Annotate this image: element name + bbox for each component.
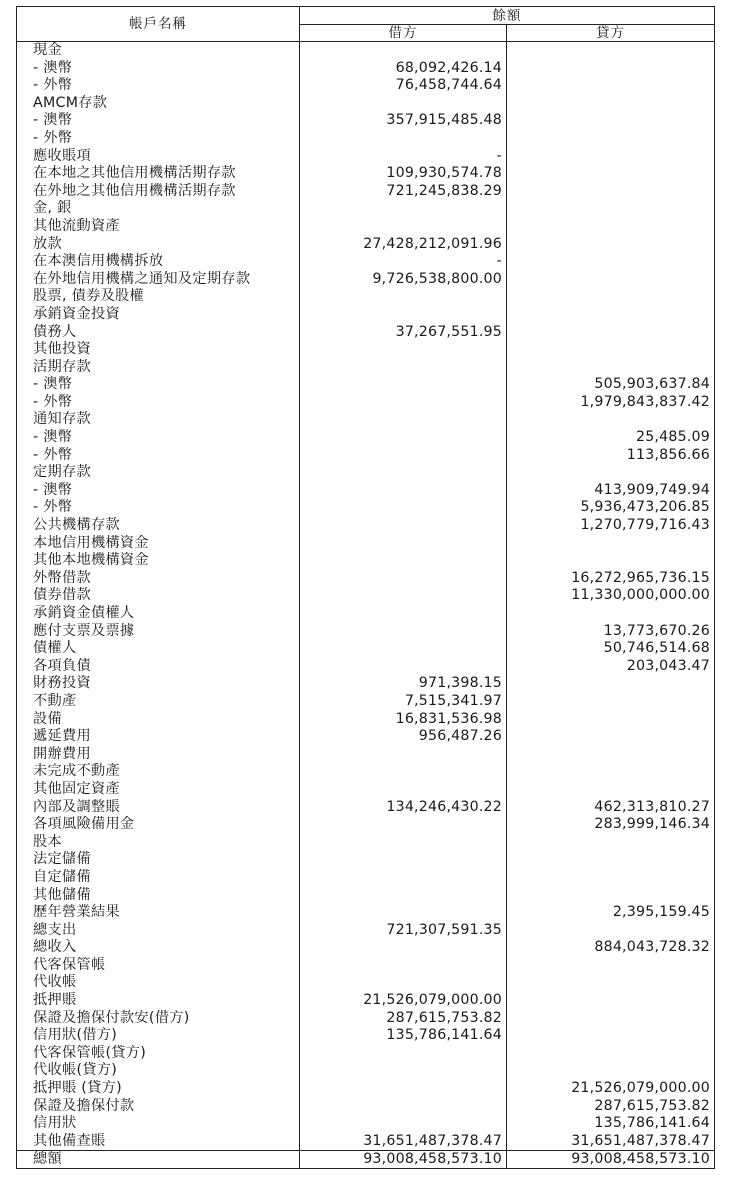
credit-cell: [507, 77, 715, 95]
account-name-cell: - 澳幣: [17, 482, 300, 500]
debit-cell: [300, 42, 507, 60]
debit-cell: [300, 429, 507, 447]
account-name-cell: 承銷資金投資: [17, 306, 300, 324]
account-name-cell: 歷年營業結果: [17, 904, 300, 922]
table-row: [17, 42, 715, 60]
debit-cell: 16,831,536.98: [300, 711, 507, 729]
table-row: [17, 746, 715, 764]
debit-cell: [300, 376, 507, 394]
table-row: [17, 359, 715, 377]
account-name-cell: 其他本地機構資金: [17, 552, 300, 570]
table-row: [17, 464, 715, 482]
credit-cell: 413,909,749.94: [507, 482, 715, 500]
credit-cell: 203,043.47: [507, 658, 715, 676]
credit-cell: [507, 60, 715, 78]
account-name-cell: - 外幣: [17, 77, 300, 95]
account-name-cell: 遞延費用: [17, 728, 300, 746]
credit-cell: [507, 236, 715, 254]
debit-cell: [300, 1080, 507, 1098]
account-name-cell: 各項風險備用金: [17, 816, 300, 834]
table-row: [17, 535, 715, 553]
credit-cell: 505,903,637.84: [507, 376, 715, 394]
debit-cell: 134,246,430.22: [300, 799, 507, 817]
debit-cell: [300, 1045, 507, 1063]
debit-cell: [300, 763, 507, 781]
debit-cell: 7,515,341.97: [300, 693, 507, 711]
debit-cell: [300, 570, 507, 588]
credit-cell: [507, 95, 715, 113]
account-name-cell: 應付支票及票據: [17, 623, 300, 641]
table-row: [17, 165, 715, 183]
account-name-cell: 抵押賬 (貸方): [17, 1080, 300, 1098]
table-row: [17, 640, 715, 658]
table-row: [17, 1115, 715, 1133]
debit-cell: [300, 394, 507, 412]
table-row: [17, 499, 715, 517]
credit-cell: [507, 834, 715, 852]
credit-cell: [507, 922, 715, 940]
debit-cell: [300, 587, 507, 605]
balance-sheet-document: [16, 6, 714, 1169]
debit-cell: [300, 623, 507, 641]
account-name-cell: 代客保管帳: [17, 957, 300, 975]
credit-cell: [507, 992, 715, 1010]
debit-cell: 971,398.15: [300, 675, 507, 693]
debit-cell: 357,915,485.48: [300, 112, 507, 130]
table-row: [17, 253, 715, 271]
account-name-cell: 未完成不動產: [17, 763, 300, 781]
table-row: [17, 341, 715, 359]
credit-cell: [507, 359, 715, 377]
debit-cell: [300, 499, 507, 517]
debit-cell: [300, 411, 507, 429]
table-row: [17, 570, 715, 588]
table-row: [17, 887, 715, 905]
table-row: [17, 922, 715, 940]
total-credit: 93,008,458,573.10: [507, 1151, 715, 1169]
debit-cell: [300, 605, 507, 623]
account-name-cell: 不動產: [17, 693, 300, 711]
debit-cell: 21,526,079,000.00: [300, 992, 507, 1010]
debit-cell: 109,930,574.78: [300, 165, 507, 183]
debit-cell: [300, 130, 507, 148]
debit-cell: [300, 957, 507, 975]
credit-cell: [507, 851, 715, 869]
table-row: [17, 1133, 715, 1151]
table-row: [17, 869, 715, 887]
account-name-cell: - 外幣: [17, 130, 300, 148]
table-row: [17, 552, 715, 570]
ledger-table: [16, 6, 715, 1169]
credit-cell: [507, 1010, 715, 1028]
account-name-cell: 財務投資: [17, 675, 300, 693]
credit-cell: [507, 200, 715, 218]
table-row: [17, 288, 715, 306]
credit-cell: [507, 253, 715, 271]
account-name-cell: 保證及擔保付款安(借方): [17, 1010, 300, 1028]
debit-cell: 68,092,426.14: [300, 60, 507, 78]
credit-cell: [507, 112, 715, 130]
credit-cell: [507, 324, 715, 342]
debit-cell: [300, 95, 507, 113]
account-name-cell: 其他投資: [17, 341, 300, 359]
debit-cell: 721,245,838.29: [300, 183, 507, 201]
table-header: [17, 7, 715, 42]
debit-cell: [300, 200, 507, 218]
credit-cell: [507, 288, 715, 306]
credit-cell: [507, 535, 715, 553]
account-name-cell: 信用狀: [17, 1115, 300, 1133]
debit-cell: 31,651,487,378.47: [300, 1133, 507, 1151]
credit-cell: 135,786,141.64: [507, 1115, 715, 1133]
table-row: [17, 1062, 715, 1080]
credit-cell: 1,979,843,837.42: [507, 394, 715, 412]
table-row: [17, 324, 715, 342]
account-name-cell: 外幣借款: [17, 570, 300, 588]
credit-cell: [507, 183, 715, 201]
table-row: [17, 1045, 715, 1063]
account-name-cell: 債權人: [17, 640, 300, 658]
account-name-cell: - 澳幣: [17, 376, 300, 394]
debit-cell: [300, 904, 507, 922]
account-name-cell: - 澳幣: [17, 60, 300, 78]
balance-header: 餘額: [300, 7, 715, 25]
debit-cell: 9,726,538,800.00: [300, 271, 507, 289]
credit-cell: 1,270,779,716.43: [507, 517, 715, 535]
account-name-cell: 設備: [17, 711, 300, 729]
account-name-cell: 股本: [17, 834, 300, 852]
debit-header: 借方: [300, 25, 507, 42]
table-row: [17, 992, 715, 1010]
credit-cell: 13,773,670.26: [507, 623, 715, 641]
table-row: [17, 218, 715, 236]
account-name-cell: 總收入: [17, 939, 300, 957]
account-name-cell: 代客保管帳(貸方): [17, 1045, 300, 1063]
credit-cell: [507, 781, 715, 799]
credit-cell: [507, 42, 715, 60]
credit-cell: [507, 1062, 715, 1080]
account-name-cell: 其他固定資產: [17, 781, 300, 799]
credit-cell: [507, 1027, 715, 1045]
table-row: [17, 517, 715, 535]
credit-cell: [507, 869, 715, 887]
account-name-cell: - 外幣: [17, 394, 300, 412]
debit-cell: [300, 517, 507, 535]
account-name-cell: 應收賬項: [17, 148, 300, 166]
account-name-cell: 通知存款: [17, 411, 300, 429]
total-row: [17, 1151, 715, 1169]
credit-cell: 2,395,159.45: [507, 904, 715, 922]
account-name-cell: 本地信用機構資金: [17, 535, 300, 553]
account-name-cell: 債務人: [17, 324, 300, 342]
table-row: [17, 587, 715, 605]
credit-cell: [507, 693, 715, 711]
account-name-cell: 自定儲備: [17, 869, 300, 887]
debit-cell: [300, 816, 507, 834]
debit-cell: [300, 359, 507, 377]
table-row: [17, 957, 715, 975]
account-name-cell: 股票, 債券及股權: [17, 288, 300, 306]
debit-cell: [300, 447, 507, 465]
credit-cell: 283,999,146.34: [507, 816, 715, 834]
credit-cell: 113,856.66: [507, 447, 715, 465]
table-row: [17, 904, 715, 922]
table-footer: [17, 1151, 715, 1169]
credit-cell: 21,526,079,000.00: [507, 1080, 715, 1098]
debit-cell: 721,307,591.35: [300, 922, 507, 940]
table-row: [17, 148, 715, 166]
credit-cell: [507, 271, 715, 289]
debit-cell: -: [300, 253, 507, 271]
account-name-cell: 在本地之其他信用機構活期存款: [17, 165, 300, 183]
debit-cell: [300, 218, 507, 236]
table-row: [17, 236, 715, 254]
account-name-cell: - 澳幣: [17, 429, 300, 447]
debit-cell: 287,615,753.82: [300, 1010, 507, 1028]
account-name-cell: 定期存款: [17, 464, 300, 482]
table-row: [17, 1027, 715, 1045]
credit-cell: 884,043,728.32: [507, 939, 715, 957]
table-row: [17, 974, 715, 992]
credit-cell: [507, 957, 715, 975]
debit-cell: [300, 288, 507, 306]
total-label: 總額: [17, 1151, 300, 1169]
debit-cell: 135,786,141.64: [300, 1027, 507, 1045]
table-row: [17, 816, 715, 834]
table-row: [17, 200, 715, 218]
credit-cell: 25,485.09: [507, 429, 715, 447]
debit-cell: [300, 464, 507, 482]
credit-cell: [507, 887, 715, 905]
credit-cell: [507, 341, 715, 359]
credit-cell: [507, 974, 715, 992]
credit-cell: 462,313,810.27: [507, 799, 715, 817]
table-row: [17, 1010, 715, 1028]
debit-cell: [300, 974, 507, 992]
debit-cell: [300, 306, 507, 324]
table-row: [17, 60, 715, 78]
account-name-cell: 在外地之其他信用機構活期存款: [17, 183, 300, 201]
account-name-cell: 法定儲備: [17, 851, 300, 869]
table-row: [17, 939, 715, 957]
table-row: [17, 658, 715, 676]
account-name-cell: 其他流動資產: [17, 218, 300, 236]
account-name-cell: 信用狀(借方): [17, 1027, 300, 1045]
table-body: [17, 42, 715, 1151]
credit-cell: [507, 605, 715, 623]
account-name-cell: 其他備查賬: [17, 1133, 300, 1151]
credit-cell: [507, 763, 715, 781]
table-row: [17, 693, 715, 711]
account-name-cell: 代收帳(貸方): [17, 1062, 300, 1080]
account-name-cell: 在外地信用機構之通知及定期存款: [17, 271, 300, 289]
credit-cell: 31,651,487,378.47: [507, 1133, 715, 1151]
table-row: [17, 763, 715, 781]
account-name-cell: 現金: [17, 42, 300, 60]
credit-cell: [507, 148, 715, 166]
credit-cell: [507, 552, 715, 570]
account-name-cell: 承銷資金債權人: [17, 605, 300, 623]
debit-cell: [300, 1062, 507, 1080]
credit-cell: [507, 218, 715, 236]
debit-cell: [300, 781, 507, 799]
table-row: [17, 306, 715, 324]
credit-header: 貸方: [507, 25, 715, 42]
credit-cell: [507, 728, 715, 746]
table-row: [17, 675, 715, 693]
account-name-cell: - 外幣: [17, 499, 300, 517]
debit-cell: 956,487.26: [300, 728, 507, 746]
credit-cell: [507, 1045, 715, 1063]
debit-cell: 27,428,212,091.96: [300, 236, 507, 254]
table-row: [17, 1098, 715, 1116]
account-name-cell: 活期存款: [17, 359, 300, 377]
account-name-cell: 內部及調整賬: [17, 799, 300, 817]
account-name-cell: - 澳幣: [17, 112, 300, 130]
account-name-cell: 抵押賬: [17, 992, 300, 1010]
debit-cell: 37,267,551.95: [300, 324, 507, 342]
debit-cell: [300, 851, 507, 869]
debit-cell: [300, 869, 507, 887]
credit-cell: [507, 130, 715, 148]
credit-cell: [507, 306, 715, 324]
account-name-cell: 總支出: [17, 922, 300, 940]
debit-cell: [300, 640, 507, 658]
credit-cell: [507, 464, 715, 482]
account-name-cell: 代收帳: [17, 974, 300, 992]
credit-cell: 5,936,473,206.85: [507, 499, 715, 517]
table-row: [17, 711, 715, 729]
debit-cell: [300, 1098, 507, 1116]
debit-cell: [300, 535, 507, 553]
account-name-cell: 保證及擔保付款: [17, 1098, 300, 1116]
table-row: [17, 728, 715, 746]
table-row: [17, 271, 715, 289]
credit-cell: 16,272,965,736.15: [507, 570, 715, 588]
debit-cell: -: [300, 148, 507, 166]
table-row: [17, 781, 715, 799]
account-name-header: 帳戶名稱: [17, 7, 300, 42]
table-row: [17, 1080, 715, 1098]
debit-cell: [300, 1115, 507, 1133]
table-row: [17, 394, 715, 412]
table-row: [17, 851, 715, 869]
credit-cell: [507, 165, 715, 183]
credit-cell: [507, 411, 715, 429]
debit-cell: [300, 834, 507, 852]
account-name-cell: 債券借款: [17, 587, 300, 605]
account-name-cell: 金, 銀: [17, 200, 300, 218]
table-row: [17, 623, 715, 641]
total-debit: 93,008,458,573.10: [300, 1151, 507, 1169]
debit-cell: [300, 482, 507, 500]
table-row: [17, 447, 715, 465]
credit-cell: [507, 675, 715, 693]
table-row: [17, 95, 715, 113]
credit-cell: 50,746,514.68: [507, 640, 715, 658]
debit-cell: [300, 939, 507, 957]
table-row: [17, 429, 715, 447]
credit-cell: [507, 711, 715, 729]
table-row: [17, 112, 715, 130]
account-name-cell: AMCM存款: [17, 95, 300, 113]
debit-cell: [300, 658, 507, 676]
debit-cell: [300, 552, 507, 570]
credit-cell: 287,615,753.82: [507, 1098, 715, 1116]
account-name-cell: 各項負債: [17, 658, 300, 676]
table-row: [17, 77, 715, 95]
debit-cell: [300, 887, 507, 905]
credit-cell: 11,330,000,000.00: [507, 587, 715, 605]
table-row: [17, 799, 715, 817]
debit-cell: [300, 746, 507, 764]
credit-cell: [507, 746, 715, 764]
account-name-cell: 放款: [17, 236, 300, 254]
debit-cell: [300, 341, 507, 359]
table-row: [17, 482, 715, 500]
debit-cell: 76,458,744.64: [300, 77, 507, 95]
account-name-cell: 其他儲備: [17, 887, 300, 905]
table-row: [17, 130, 715, 148]
table-row: [17, 605, 715, 623]
account-name-cell: 開辦費用: [17, 746, 300, 764]
table-row: [17, 183, 715, 201]
account-name-cell: 在本澳信用機構拆放: [17, 253, 300, 271]
table-row: [17, 834, 715, 852]
table-row: [17, 376, 715, 394]
account-name-cell: - 外幣: [17, 447, 300, 465]
table-row: [17, 411, 715, 429]
account-name-cell: 公共機構存款: [17, 517, 300, 535]
